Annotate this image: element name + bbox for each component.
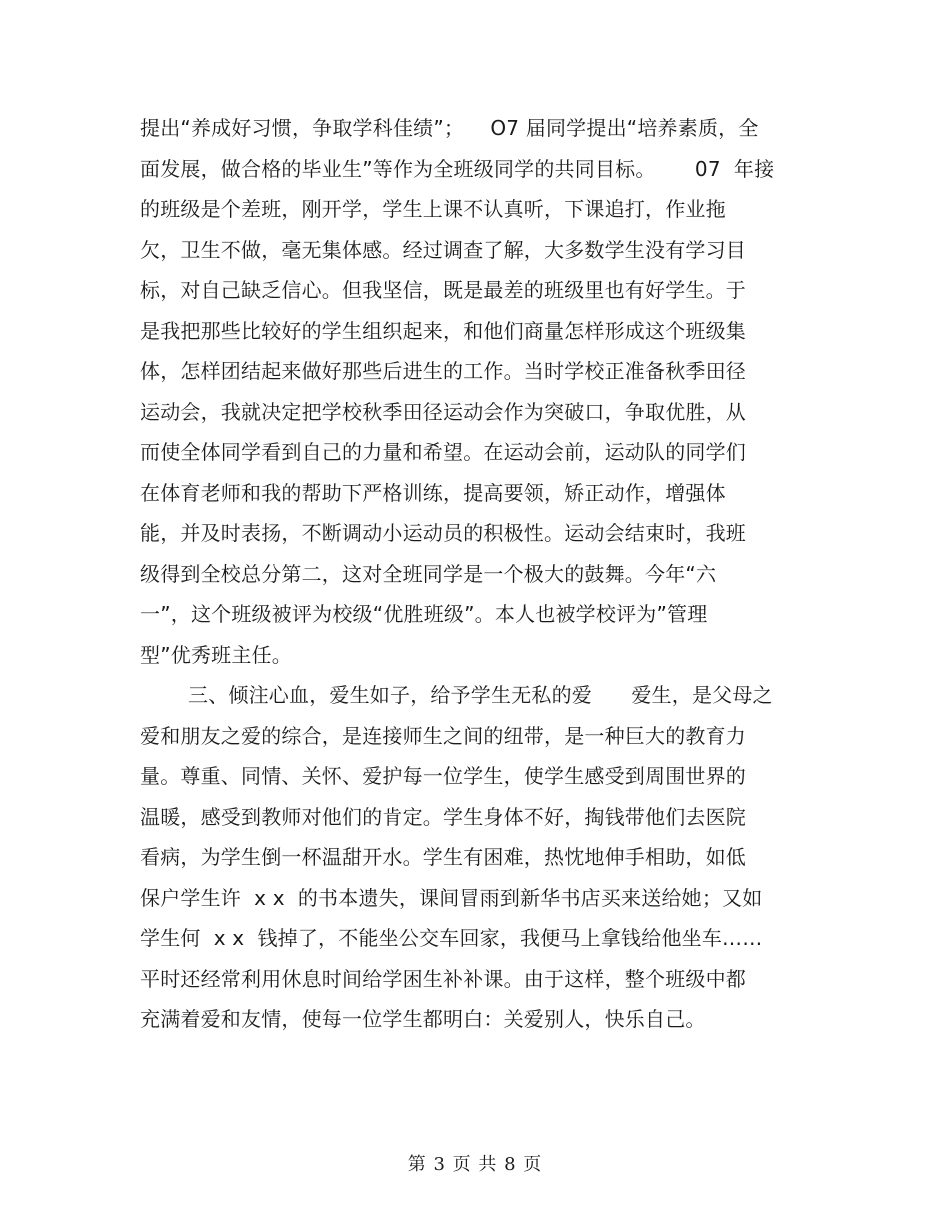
text-line: 保户学生许 x x 的书本遗失，课间冒雨到新华书店买来送给她；又如	[140, 885, 763, 910]
text-line: 在体育老师和我的帮助下严格训练，提高要领，矫正动作，增强体	[140, 480, 726, 505]
text-line: 运动会，我就决定把学校秋季田径运动会作为突破口，争取优胜，从	[140, 399, 746, 424]
text-line: 平时还经常利用休息时间给学困生补补课。由于这样，整个班级中都	[140, 966, 746, 991]
text-line: 的班级是个差班，刚开学，学生上课不认真听，下课追打，作业拖	[140, 197, 726, 221]
text-line: 是我把那些比较好的学生组织起来，和他们商量怎样形成这个班级集	[140, 318, 746, 343]
text-line: 能，并及时表扬，不断调动小运动员的积极性。运动会结束时，我班	[140, 521, 746, 545]
section-heading-line: 三、倾注心血，爱生如子，给予学生无私的爱 爱生，是父母之	[188, 683, 773, 707]
text-line: 温暖，感受到教师对他们的肯定。学生身体不好，掏钱带他们去医院	[140, 804, 746, 829]
text-line: 级得到全校总分第二，这对全班同学是一个极大的鼓舞。今年“六	[140, 561, 717, 586]
text-line: 型”优秀班主任。	[140, 642, 292, 667]
text-line: 提出“养成好习惯，争取学科佳绩”； O7 届同学提出“培养素质，全	[140, 116, 759, 140]
text-line: 一”，这个班级被评为校级“优胜班级”。本人也被学校评为”管理	[140, 602, 708, 626]
text-line: 体，怎样团结起来做好那些后进生的工作。当时学校正准备秋季田径	[140, 359, 746, 383]
text-line: 欠，卫生不做，毫无集体感。经过调查了解，大多数学生没有学习目	[140, 237, 746, 262]
body-text	[140, 108, 820, 1040]
text-line: 标，对自己缺乏信心。但我坚信，既是最差的班级里也有好学生。于	[140, 278, 746, 302]
text-line: 量。尊重、同情、关怀、爱护每一位学生，使学生感受到周围世界的	[140, 764, 746, 788]
text-line: 面发展，做合格的毕业生”等作为全班级同学的共同目标。 07 年接	[140, 156, 775, 181]
text-line: 看病，为学生倒一杯温甜开水。学生有困难，热忱地伸手相助，如低	[140, 845, 746, 869]
text-line: 爱和朋友之爱的综合，是连接师生之间的纽带，是一种巨大的教育力	[140, 723, 746, 748]
text-line: 充满着爱和友情，使每一位学生都明白：关爱别人，快乐自己。	[140, 1007, 706, 1031]
text-line: 而使全体同学看到自己的力量和希望。在运动会前，运动队的同学们	[140, 440, 746, 464]
page-number-footer: 第 3 页 共 8 页	[407, 1154, 543, 1175]
text-line: 学生何 x x 钱掉了，不能坐公交车回家，我便马上拿钱给他坐车……	[140, 926, 763, 950]
